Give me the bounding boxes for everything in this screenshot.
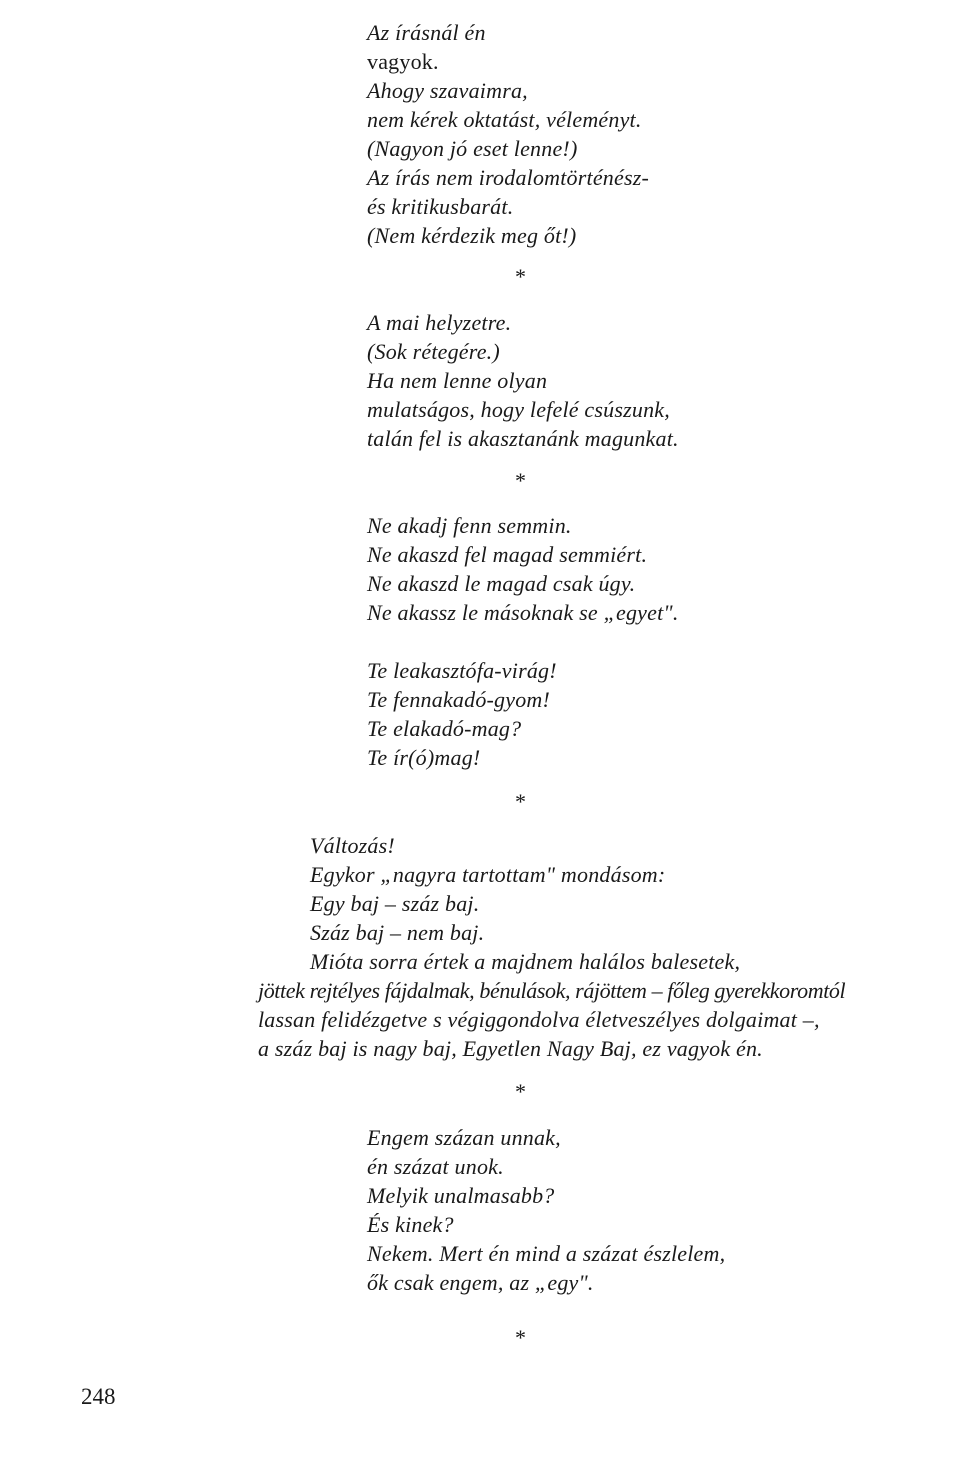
poem-line: Engem százan unnak, [367,1125,561,1150]
poem-line: Ha nem lenne olyan [367,368,548,393]
poem-line: Te leakasztófa-virág! [367,658,557,683]
poem-line: én százat unok. [367,1154,504,1179]
poem-line: Te elakadó-mag? [367,716,522,741]
page-number: 248 [81,1384,116,1409]
poem-line: Ne akassz le másoknak se „egyet". [367,600,679,625]
prose-line: Mióta sorra értek a majdnem halálos balesetek, [310,949,741,974]
poem-line: Te fennakadó-gyom! [367,687,551,712]
poem-line: (Sok rétegére.) [367,339,500,364]
prose-line: lassan felidézgetve s végiggondolva életveszélyes dolgaimat –, [258,1007,820,1032]
poem-line: Melyik unalmasabb? [367,1183,555,1208]
prose-line: a száz baj is nagy baj, Egyetlen Nagy Baj, ez vagyok én. [258,1036,763,1061]
poem-line: talán fel is akasztanánk magunkat. [367,426,679,451]
poem-line: és kritikusbarát. [367,194,514,219]
poem-line: Ne akaszd fel magad semmiért. [367,542,648,567]
poem-line: vagyok. [367,49,439,74]
poem-line: Nekem. Mert én mind a százat észlelem, [367,1241,726,1266]
section-separator: * [515,1325,526,1350]
section-separator: * [515,789,526,814]
poem-line: Változás! [310,833,395,858]
poem-line: (Nem kérdezik meg őt!) [367,223,577,248]
poem-line: Egy baj – száz baj. [310,891,480,916]
section-separator: * [515,1079,526,1104]
poem-line: Száz baj – nem baj. [310,920,485,945]
poem-line: Ne akaszd le magad csak úgy. [367,571,636,596]
poem-line: A mai helyzetre. [367,310,512,335]
poem-line: nem kérek oktatást, véleményt. [367,107,642,132]
section-separator: * [515,264,526,289]
poem-line: Egykor „nagyra tartottam" mondásom: [310,862,666,887]
poem-line: ők csak engem, az „egy". [367,1270,594,1295]
section-separator: * [515,468,526,493]
poem-line: (Nagyon jó eset lenne!) [367,136,578,161]
poem-line: Te ír(ó)mag! [367,745,481,770]
prose-line: jöttek rejtélyes fájdalmak, bénulások, rájöttem – főleg gyerekkoromtól [258,978,846,1003]
poem-line: Az írás nem irodalomtörténész- [367,165,650,190]
poem-line: Ahogy szavaimra, [367,78,528,103]
poem-line: És kinek? [367,1212,454,1237]
poem-line: Ne akadj fenn semmin. [367,513,572,538]
poem-line: Az írásnál én [367,20,486,45]
poem-line: mulatságos, hogy lefelé csúszunk, [367,397,670,422]
